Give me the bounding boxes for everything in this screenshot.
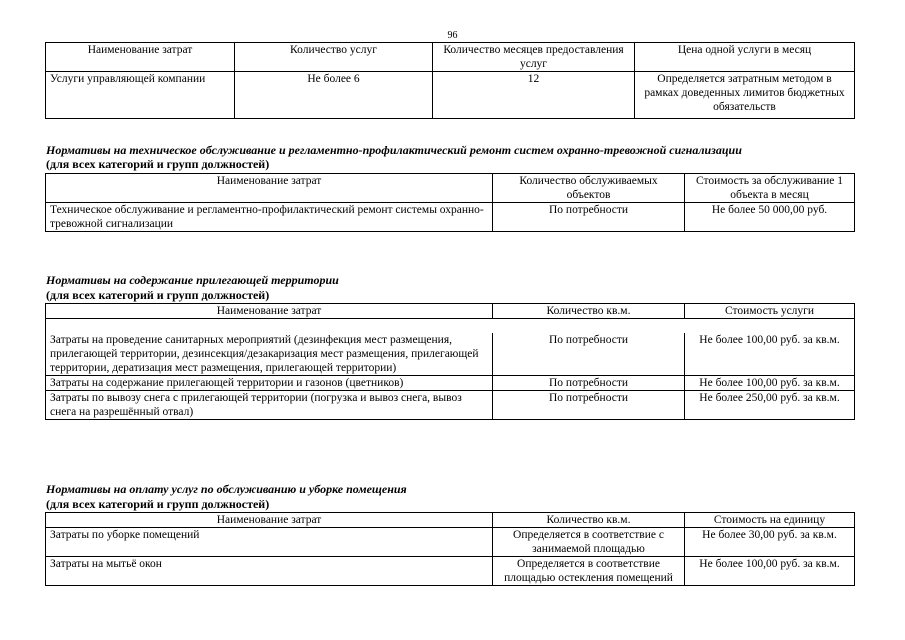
table-cell: Не более 100,00 руб. за кв.м. bbox=[685, 557, 855, 586]
table-cell: Затраты по уборке помещений bbox=[46, 528, 493, 557]
table-cell: Не более 250,00 руб. за кв.м. bbox=[685, 391, 855, 420]
column-header: Количество обслуживаемых объектов bbox=[493, 174, 685, 203]
management-services-table bbox=[45, 42, 855, 119]
cleaning-table bbox=[45, 512, 855, 586]
table-row bbox=[46, 72, 855, 119]
column-header: Количество месяцев предоставления услуг bbox=[433, 43, 635, 72]
table-cell: Техническое обслуживание и регламентно-профилактический ремонт системы охранно-тревожной сигнализации bbox=[46, 203, 493, 232]
table-header-row bbox=[46, 43, 855, 72]
table-header-row bbox=[46, 513, 855, 528]
table-cell: По потребности bbox=[493, 203, 685, 232]
table-cell: 12 bbox=[433, 72, 635, 119]
section-title-cleaning: Нормативы на оплату услуг по обслуживанию и уборке помещения bbox=[46, 482, 407, 496]
table-cell: Услуги управляющей компании bbox=[46, 72, 235, 119]
column-header: Стоимость на единицу bbox=[685, 513, 855, 528]
table-cell: Определяется затратным методом в рамках доведенных лимитов бюджетных обязательств bbox=[635, 72, 855, 119]
table-row bbox=[46, 557, 855, 586]
table-cell: Не более 6 bbox=[235, 72, 433, 119]
table-cell: Не более 100,00 руб. за кв.м. bbox=[685, 376, 855, 391]
table-cell: Не более 30,00 руб. за кв.м. bbox=[685, 528, 855, 557]
column-header: Количество услуг bbox=[235, 43, 433, 72]
table-cell: Затраты на проведение санитарных мероприятий (дезинфекция мест размещения, прилегающей территории, дезинсекция/дезакаризация мест размещения, прилегающей территории, дератизация мест размещения, прилегающей территории) bbox=[46, 333, 493, 376]
table-header-row bbox=[46, 174, 855, 203]
table-cell: По потребности bbox=[493, 376, 685, 391]
table-cell: Затраты на мытьё окон bbox=[46, 557, 493, 586]
column-header: Количество кв.м. bbox=[493, 513, 685, 528]
table-row bbox=[46, 333, 855, 376]
table-row bbox=[46, 528, 855, 557]
table-row bbox=[46, 391, 855, 420]
column-header: Стоимость за обслуживание 1 объекта в месяц bbox=[685, 174, 855, 203]
table-cell: По потребности bbox=[493, 391, 685, 420]
table-cell: Определяется в соответствие с занимаемой площадью bbox=[493, 528, 685, 557]
column-header: Наименование затрат bbox=[46, 513, 493, 528]
table-cell: Определяется в соответствие площадью остекления помещений bbox=[493, 557, 685, 586]
table-row bbox=[46, 203, 855, 232]
column-header: Количество кв.м. bbox=[493, 304, 685, 319]
section-subtitle: (для всех категорий и групп должностей) bbox=[46, 497, 270, 511]
table-cell: Затраты по вывозу снега с прилегающей территории (погрузка и вывоз снега, вывоз снега на разрешённый отвал) bbox=[46, 391, 493, 420]
column-header: Наименование затрат bbox=[46, 174, 493, 203]
table-header-row bbox=[46, 304, 855, 319]
page-number: 96 bbox=[447, 30, 458, 41]
section-subtitle: (для всех категорий и групп должностей) bbox=[46, 157, 270, 171]
table-cell: Не более 100,00 руб. за кв.м. bbox=[685, 333, 855, 376]
column-header: Наименование затрат bbox=[46, 43, 235, 72]
section-subtitle: (для всех категорий и групп должностей) bbox=[46, 288, 270, 302]
table-row bbox=[46, 376, 855, 391]
section-title-territory: Нормативы на содержание прилегающей территории bbox=[46, 273, 339, 287]
security-alarm-table bbox=[45, 173, 855, 232]
column-header: Стоимость услуги bbox=[685, 304, 855, 319]
table-row bbox=[46, 319, 855, 334]
territory-table bbox=[45, 303, 855, 420]
table-cell: По потребности bbox=[493, 333, 685, 376]
table-cell: Не более 50 000,00 руб. bbox=[685, 203, 855, 232]
section-title-security-alarm: Нормативы на техническое обслуживание и регламентно-профилактический ремонт систем охранно-тревожной сигнализации bbox=[46, 143, 742, 157]
column-header: Наименование затрат bbox=[46, 304, 493, 319]
table-cell: Затраты на содержание прилегающей территории и газонов (цветников) bbox=[46, 376, 493, 391]
column-header: Цена одной услуги в месяц bbox=[635, 43, 855, 72]
